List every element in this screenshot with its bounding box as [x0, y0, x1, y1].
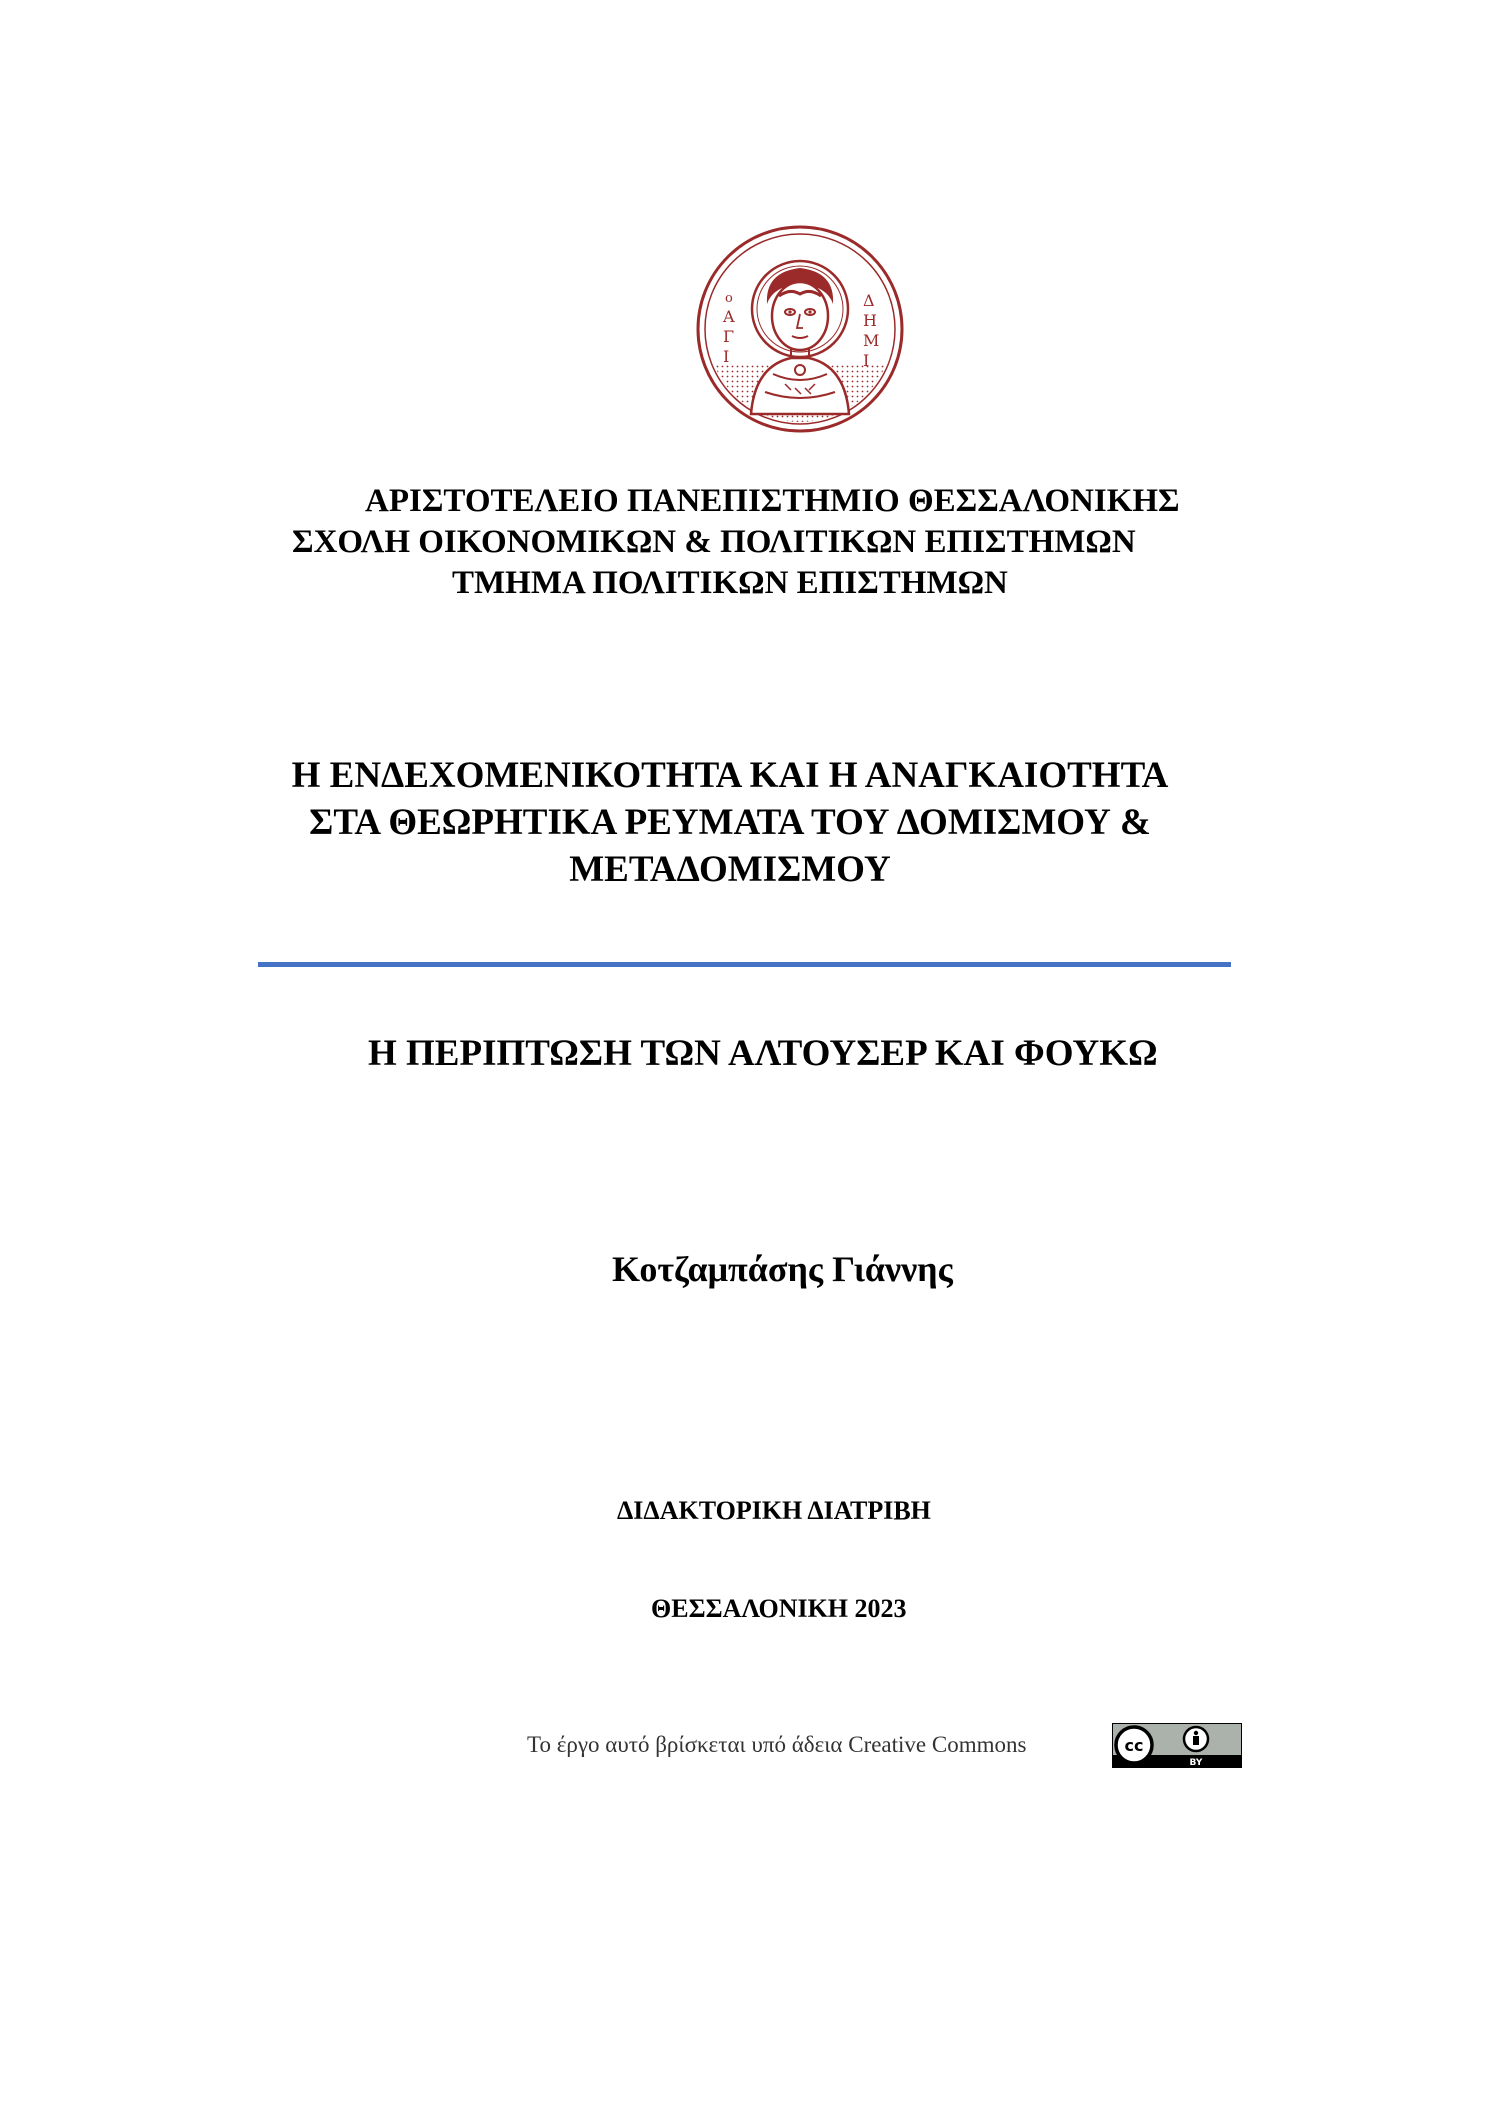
svg-text:Γ: Γ — [723, 327, 735, 346]
thesis-subtitle: Η ΠΕΡΙΠΤΩΣΗ ΤΩΝ ΑΛΤΟΥΣΕΡ ΚΑΙ ΦΟΥΚΩ — [368, 1033, 1158, 1074]
svg-text:Ι: Ι — [863, 351, 870, 370]
license-text: Το έργο αυτό βρίσκεται υπό άδεια Creative Commons — [527, 1732, 1027, 1757]
university-name: ΑΡΙΣΤΟΤΕΛΕΙΟ ΠΑΝΕΠΙΣΤΗΜΙΟ ΘΕΣΣΑΛΟΝΙΚΗΣ — [365, 483, 1180, 519]
document-type: ΔΙΔΑΚΤΟΡΙΚΗ ΔΙΑΤΡΙΒΗ — [617, 1496, 931, 1525]
svg-text:Δ: Δ — [863, 291, 875, 310]
svg-text:Μ: Μ — [863, 331, 880, 350]
svg-text:Ι: Ι — [723, 347, 730, 366]
thesis-title-line-2: ΣΤΑ ΘΕΩΡΗΤΙΚΑ ΡΕΥΜΑΤΑ ΤΟΥ ΔΟΜΙΣΜΟΥ & — [309, 802, 1151, 843]
by-badge-label: BY — [1189, 1758, 1203, 1768]
thesis-title-line-1: Η ΕΝΔΕΧΟΜΕΝΙΚΟΤΗΤΑ ΚΑΙ Η ΑΝΑΓΚΑΙΟΤΗΤΑ — [291, 755, 1169, 796]
place-year: ΘΕΣΣΑΛΟΝΙΚΗ 2023 — [651, 1594, 907, 1623]
svg-text:Α: Α — [723, 307, 735, 326]
cc-badge-label: cc — [1124, 1736, 1144, 1755]
thesis-title — [230, 752, 1230, 893]
cc-by-badge-icon — [1112, 1723, 1242, 1768]
svg-text:ο: ο — [725, 291, 733, 306]
department-name: ΤΜΗΜΑ ΠΟΛΙΤΙΚΩΝ ΕΠΙΣΤΗΜΩΝ — [452, 565, 1008, 601]
university-seal-icon — [695, 224, 905, 434]
svg-text:Η: Η — [863, 311, 877, 330]
thesis-title-line-3: ΜΕΤΑΔΟΜΙΣΜΟΥ — [569, 849, 891, 890]
author-name: Κοτζαμπάσης Γιάννης — [612, 1249, 953, 1289]
school-name: ΣΧΟΛΗ ΟΙΚΟΝΟΜΙΚΩΝ & ΠΟΛΙΤΙΚΩΝ ΕΠΙΣΤΗΜΩΝ — [292, 524, 1136, 560]
title-divider — [258, 962, 1231, 967]
